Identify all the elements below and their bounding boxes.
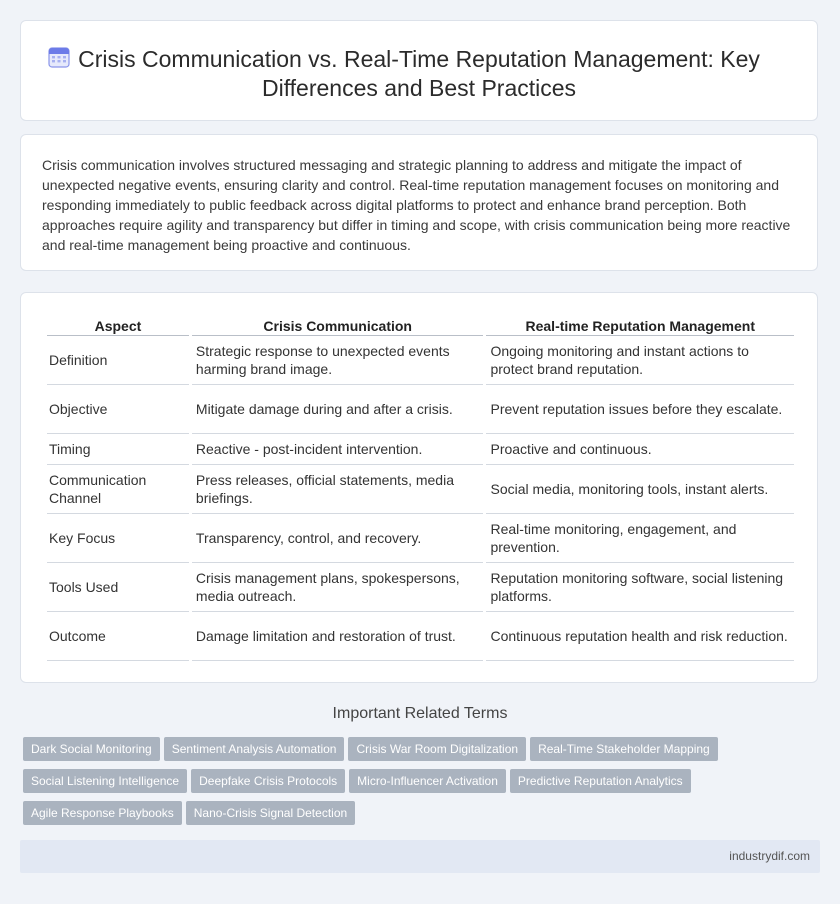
- header-real-time-reputation: Real-time Reputation Management: [486, 315, 794, 336]
- table-cell: Social media, monitoring tools, instant alerts.: [486, 465, 794, 514]
- table-row: [47, 612, 794, 661]
- table-row: [47, 336, 794, 385]
- table-row: [47, 514, 794, 563]
- table-cell: Definition: [47, 336, 189, 385]
- intro-card: [20, 134, 818, 271]
- page-title: Crisis Communication vs. Real-Time Reputation Management: Key Differences and Best Practices: [78, 46, 760, 101]
- table-cell: Ongoing monitoring and instant actions to protect brand reputation.: [486, 336, 794, 385]
- comparison-card: [20, 292, 818, 683]
- title-card: [20, 20, 818, 121]
- table-row: [47, 385, 794, 434]
- table-cell: Mitigate damage during and after a crisis.: [192, 385, 484, 434]
- table-cell: Outcome: [47, 612, 189, 661]
- table-cell: Communication Channel: [47, 465, 189, 514]
- table-row: [47, 465, 794, 514]
- related-term-tag[interactable]: Social Listening Intelligence: [23, 769, 187, 793]
- related-term-tag[interactable]: Sentiment Analysis Automation: [164, 737, 345, 761]
- header-aspect: Aspect: [47, 315, 189, 336]
- related-term-tag[interactable]: Nano-Crisis Signal Detection: [186, 801, 355, 825]
- related-term-tag[interactable]: Dark Social Monitoring: [23, 737, 160, 761]
- related-term-tag[interactable]: Agile Response Playbooks: [23, 801, 182, 825]
- table-header-row: [47, 315, 794, 336]
- table-cell: Damage limitation and restoration of trust.: [192, 612, 484, 661]
- table-cell: Press releases, official statements, media briefings.: [192, 465, 484, 514]
- table-cell: Reputation monitoring software, social listening platforms.: [486, 563, 794, 612]
- related-terms-title: Important Related Terms: [332, 705, 508, 722]
- related-term-tag[interactable]: Micro-Influencer Activation: [349, 769, 506, 793]
- comparison-table: [44, 315, 797, 661]
- table-cell: Objective: [47, 385, 189, 434]
- table-cell: Transparency, control, and recovery.: [192, 514, 484, 563]
- related-term-tag[interactable]: Predictive Reputation Analytics: [510, 769, 691, 793]
- table-cell: Key Focus: [47, 514, 189, 563]
- related-term-tag[interactable]: Real-Time Stakeholder Mapping: [530, 737, 718, 761]
- related-term-tag[interactable]: Crisis War Room Digitalization: [348, 737, 526, 761]
- related-terms-list: [23, 737, 803, 833]
- header-crisis-communication: Crisis Communication: [192, 315, 484, 336]
- table-row: [47, 563, 794, 612]
- table-cell: Reactive - post-incident intervention.: [192, 434, 484, 465]
- table-cell: Strategic response to unexpected events harming brand image.: [192, 336, 484, 385]
- intro-paragraph: Crisis communication involves structured messaging and strategic planning to address and mitigate the impact of unexpected negative events, ensuring clarity and control. Real-time reputation management focuses on monitoring and responding immediately to public feedback across digital platforms to protect and enhance brand perception. Both approaches require agility and transparency but differ in timing and scope, with crisis communication being more reactive and real-time management being proactive and continuous.: [42, 157, 791, 253]
- table-cell: Proactive and continuous.: [486, 434, 794, 465]
- footer: [20, 840, 820, 873]
- table-cell: Real-time monitoring, engagement, and prevention.: [486, 514, 794, 563]
- table-cell: Crisis management plans, spokespersons, media outreach.: [192, 563, 484, 612]
- table-cell: Tools Used: [47, 563, 189, 612]
- table-row: [47, 434, 794, 465]
- table-cell: Timing: [47, 434, 189, 465]
- table-cell: Prevent reputation issues before they escalate.: [486, 385, 794, 434]
- footer-site-link[interactable]: industrydif.com: [729, 849, 810, 863]
- related-term-tag[interactable]: Deepfake Crisis Protocols: [191, 769, 345, 793]
- table-cell: Continuous reputation health and risk reduction.: [486, 612, 794, 661]
